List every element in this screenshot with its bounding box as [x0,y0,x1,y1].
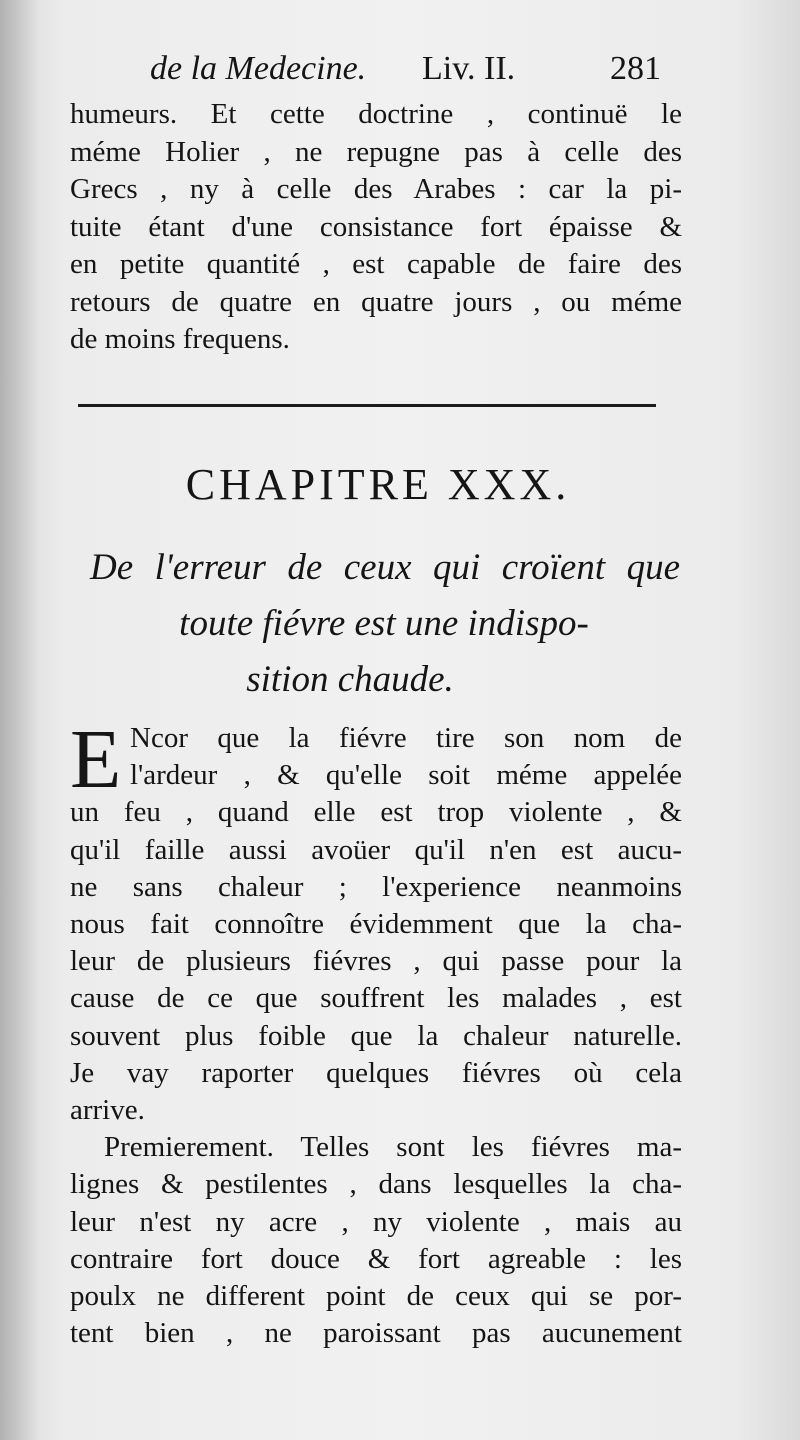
text-line: souvent plus foible que la chaleur naturelle. [70,1019,682,1052]
text-line: Je vay raporter quelques fiévres où cela [70,1056,682,1089]
text-line: qu'il faille aussi avoüer qu'il n'en est aucu- [70,833,682,866]
subtitle-line: De l'erreur de ceux qui croïent que [90,547,680,588]
text-line: un feu , quand elle est trop violente , & [70,796,682,829]
text-line: Ncor que la fiévre tire son nom de [130,722,682,754]
text-line: méme Holier , ne repugne pas à celle des [70,135,682,168]
subtitle-line: sition chaude. [246,659,454,700]
text-line: Grecs , ny à celle des Arabes : car la pi- [70,173,682,205]
page-number: 281 [610,50,661,87]
subtitle-line: toute fiévre est une indispo- [179,603,589,644]
text-line: nous fait connoître évidemment que la cha- [70,908,682,941]
drop-cap: E [70,713,122,806]
section-divider [78,404,656,407]
text-line: en petite quantité , est capable de faire des [70,248,682,280]
chapter-title: CHAPITRE XXX. [185,460,571,509]
binding-shadow [0,0,40,1440]
running-head-title: de la Medecine. [150,50,367,87]
text-line: ne sans chaleur ; l'experience neanmoins [70,870,682,903]
text-line: l'ardeur , & qu'elle soit méme appelée [130,759,682,792]
text-line: leur n'est ny acre , ny violente , mais au [70,1205,682,1238]
chapter-body [70,713,682,1352]
text-line: de moins frequens. [70,323,290,355]
text-line: tent bien , ne paroissant pas aucunement [70,1317,682,1350]
text-line: cause de ce que souffrent les malades , est [70,982,682,1015]
running-head-book: Liv. II. [422,50,516,87]
chapter-subtitle [90,540,680,708]
text-line: Premierement. Telles sont les fiévres ma- [104,1131,682,1164]
text-line: tuite étant d'une consistance fort épaisse & [70,210,682,243]
text-line: contraire fort douce & fort agreable : les [70,1242,682,1275]
text-line: retours de quatre en quatre jours , ou méme [70,285,682,318]
text-line: humeurs. Et cette doctrine , continuë le [70,98,682,130]
text-line: poulx ne different point de ceux qui se por- [70,1280,682,1313]
text-line: leur de plusieurs fiévres , qui passe pour la [70,945,682,978]
continued-paragraph [70,96,682,359]
text-line: lignes & pestilentes , dans lesquelles la cha- [70,1168,682,1201]
text-line: arrive. [70,1094,145,1127]
running-head [150,44,690,94]
